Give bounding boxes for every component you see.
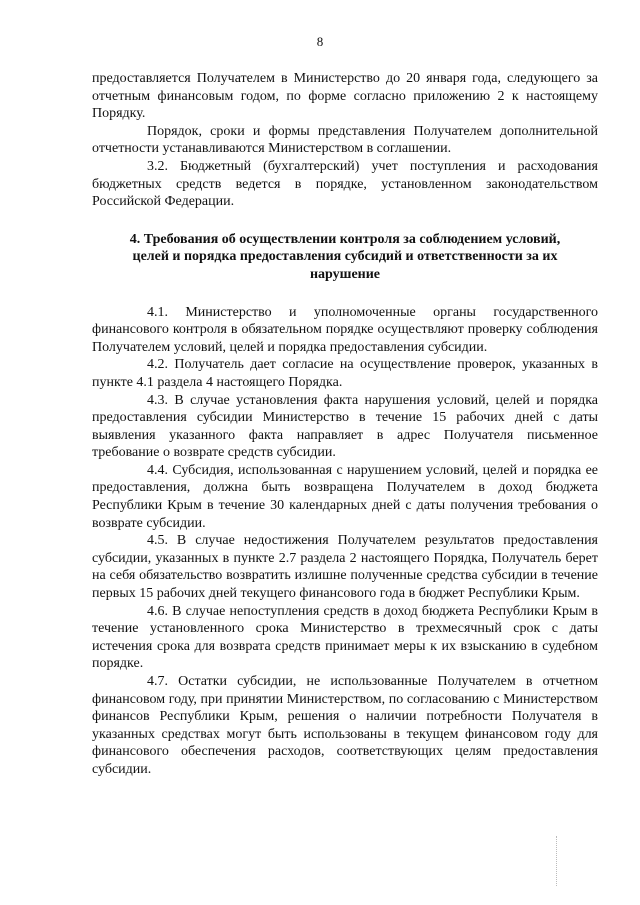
intro-paragraph: предоставляется Получателем в Министерство до 20 января года, следующего за отчетным финансовым годом, по форме согласно приложению 2 к настоящему Порядку. — [92, 71, 598, 122]
intro-paragraph: Порядок, сроки и формы представления Получателем дополнительной отчетности устанавливаются Министерством в соглашении. — [92, 123, 598, 157]
section-paragraph-4-1: 4.1. Министерство и уполномоченные органы государственного финансового контроля в обязательном порядке осуществляют проверку соблюдения Получателем условий, целей и порядка предоставления субсидии. — [92, 304, 598, 355]
section-heading: 4. Требования об осуществлении контроля за соблюдением условий, целей и порядка предоставления субсидий и ответственности за их нарушение — [129, 231, 561, 282]
document-body — [92, 70, 598, 779]
scan-margin-marks — [556, 836, 561, 886]
section-paragraph-4-4: 4.4. Субсидия, использованная с нарушением условий, целей и порядка ее предоставления, должна быть возвращена Получателем в доход бюджета Республики Крым в течение 30 календарных дней с даты получения требования о возврате субсидии. — [92, 462, 598, 531]
page-number: 8 — [316, 34, 324, 49]
section-paragraph-4-2: 4.2. Получатель дает согласие на осуществление проверок, указанных в пункте 4.1 раздела 4 настоящего Порядка. — [92, 357, 598, 390]
section-paragraph-4-6: 4.6. В случае непоступления средств в доход бюджета Республики Крым в течение установленного срока Министерство в трехмесячный срок с даты истечения срока для возврата средств принимает меры к их взысканию в судебном порядке. — [92, 603, 598, 672]
section-paragraph-4-7: 4.7. Остатки субсидии, не использованные Получателем в отчетном финансовом году, при принятии Министерством, по согласованию с Министерством финансов Республики Крым, решения о наличии потребности Получателя в указанных средствах могут быть использованы в текущем финансовом году для финансового обеспечения расходов, соответствующих целям предоставления субсидии. — [92, 674, 598, 777]
section-paragraph-4-3: 4.3. В случае установления факта нарушения условий, целей и порядка предоставления субсидии Министерство в течение 15 рабочих дней с даты выявления указанного факта направляет в адрес Получателя письменное требование о возврате средств субсидии. — [92, 392, 598, 461]
intro-paragraph: 3.2. Бюджетный (бухгалтерский) учет поступления и расходования бюджетных средств ведется в порядке, установленном законодательством Российской Федерации. — [92, 158, 598, 210]
section-paragraph-4-5: 4.5. В случае недостижения Получателем результатов предоставления субсидии, указанных в пункте 2.7 раздела 2 настоящего Порядка, Получатель берет на себя обязательство возвратить излишне полученные средства субсидии в течение первых 15 рабочих дней текущего финансового года в бюджет Республики Крым. — [92, 533, 598, 602]
